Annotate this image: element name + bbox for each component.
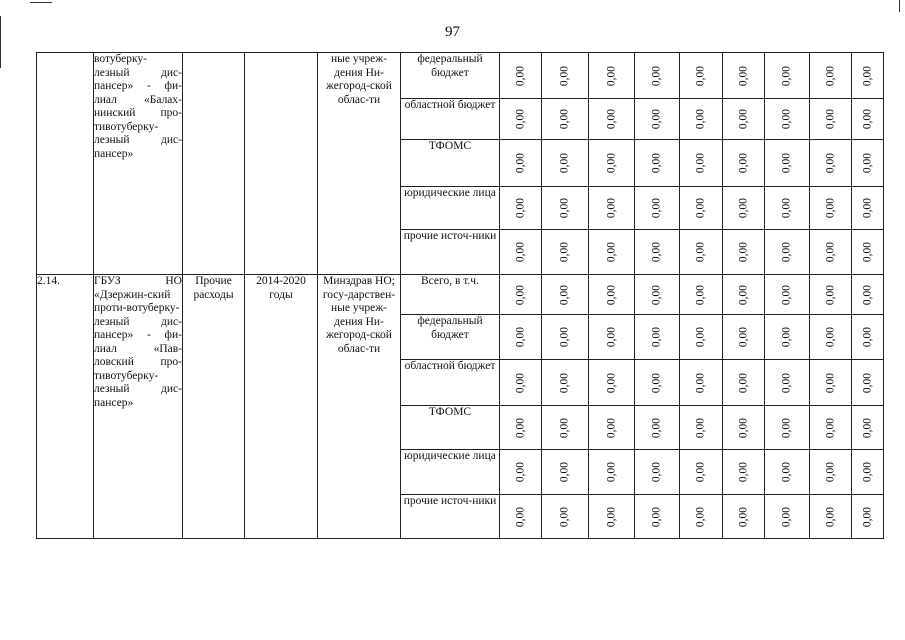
value-cell [589, 450, 635, 495]
value-text: 0,00 [604, 284, 617, 305]
value-cell [723, 450, 765, 495]
value-cell [765, 230, 810, 275]
value-cell [542, 360, 589, 406]
value-cell [635, 230, 680, 275]
value-cell [500, 495, 542, 539]
value-text: 0,00 [513, 326, 526, 348]
value-cell [723, 187, 765, 230]
value-text: 0,00 [823, 152, 836, 174]
value-cell [500, 450, 542, 495]
value-cell [723, 99, 765, 140]
value-text: 0,00 [604, 152, 617, 174]
value-text: 0,00 [694, 241, 707, 263]
value-cell [723, 360, 765, 406]
value-text: 0,00 [823, 417, 836, 438]
funding-source: областной бюджет [401, 360, 500, 406]
value-text: 0,00 [604, 417, 617, 438]
value-cell [810, 450, 852, 495]
value-cell [635, 275, 680, 315]
value-text: 0,00 [780, 197, 793, 219]
value-cell [680, 187, 723, 230]
value-cell [765, 53, 810, 99]
value-cell [810, 53, 852, 99]
value-cell [542, 53, 589, 99]
value-cell [723, 230, 765, 275]
value-text: 0,00 [513, 417, 526, 438]
value-text: 0,00 [860, 108, 873, 130]
value-cell [680, 360, 723, 406]
funding-source: прочие источ-ники [401, 495, 500, 539]
value-cell [723, 495, 765, 539]
value-text: 0,00 [513, 108, 526, 130]
value-cell [635, 187, 680, 230]
page-number: 97 [445, 24, 460, 40]
value-cell [723, 315, 765, 360]
value-text: 0,00 [780, 241, 793, 263]
value-text: 0,00 [694, 372, 707, 393]
value-text: 0,00 [694, 108, 707, 130]
value-cell [589, 53, 635, 99]
value-text: 0,00 [558, 506, 571, 527]
value-cell [852, 360, 884, 406]
value-text: 0,00 [558, 284, 571, 305]
value-cell [765, 315, 810, 360]
value-cell [852, 450, 884, 495]
value-text: 0,00 [558, 108, 571, 130]
value-text: 0,00 [650, 372, 663, 393]
left-margin-rule [0, 16, 1, 68]
value-cell [810, 360, 852, 406]
value-cell [500, 53, 542, 99]
value-text: 0,00 [736, 197, 749, 219]
value-text: 0,00 [558, 152, 571, 174]
value-cell [810, 230, 852, 275]
funding-source: ТФОМС [401, 406, 500, 450]
value-text: 0,00 [604, 326, 617, 348]
value-text: 0,00 [823, 108, 836, 130]
value-text: 0,00 [736, 241, 749, 263]
value-cell [589, 406, 635, 450]
value-text: 0,00 [513, 372, 526, 393]
value-text: 0,00 [694, 284, 707, 305]
executor: ные учреж-дения Ни-жегород-ской облас-ти [318, 53, 401, 275]
value-text: 0,00 [823, 197, 836, 219]
value-text: 0,00 [860, 506, 873, 527]
value-text: 0,00 [694, 65, 707, 86]
value-text: 0,00 [513, 284, 526, 305]
value-cell [680, 275, 723, 315]
value-cell [542, 99, 589, 140]
value-cell [500, 187, 542, 230]
value-cell [589, 275, 635, 315]
value-text: 0,00 [694, 506, 707, 527]
funding-source: юридические лица [401, 187, 500, 230]
value-text: 0,00 [558, 197, 571, 219]
value-text: 0,00 [650, 506, 663, 527]
value-text: 0,00 [558, 326, 571, 348]
value-cell [542, 230, 589, 275]
funding-source: Всего, в т.ч. [401, 275, 500, 315]
value-cell [589, 495, 635, 539]
value-cell [765, 140, 810, 187]
value-text: 0,00 [558, 65, 571, 86]
value-text: 0,00 [736, 108, 749, 130]
value-cell [680, 315, 723, 360]
value-cell [852, 315, 884, 360]
value-text: 0,00 [604, 108, 617, 130]
value-text: 0,00 [736, 417, 749, 438]
value-cell [542, 140, 589, 187]
value-cell [723, 275, 765, 315]
value-cell [765, 99, 810, 140]
value-text: 0,00 [736, 372, 749, 393]
funding-source: юридические лица [401, 450, 500, 495]
value-cell [810, 187, 852, 230]
funding-source: прочие источ-ники [401, 230, 500, 275]
value-cell [500, 140, 542, 187]
funding-source: ТФОМС [401, 140, 500, 187]
organization-name: ГБУЗ НО «Дзержин-ский проти-вотуберку-лезный дис-пансер» - фи-лиал «Пав-ловский про-тивотуберку-лезный дис-пансер» [94, 275, 183, 539]
value-cell [500, 315, 542, 360]
value-cell [589, 360, 635, 406]
value-text: 0,00 [650, 417, 663, 438]
value-cell [589, 230, 635, 275]
value-cell [500, 406, 542, 450]
value-text: 0,00 [513, 461, 526, 483]
value-text: 0,00 [604, 241, 617, 263]
value-text: 0,00 [558, 461, 571, 483]
value-text: 0,00 [513, 65, 526, 86]
value-cell [852, 140, 884, 187]
value-cell [500, 99, 542, 140]
value-text: 0,00 [694, 461, 707, 483]
value-text: 0,00 [650, 108, 663, 130]
value-cell [852, 495, 884, 539]
value-text: 0,00 [860, 326, 873, 348]
value-cell [852, 187, 884, 230]
value-cell [589, 140, 635, 187]
value-text: 0,00 [780, 152, 793, 174]
value-text: 0,00 [823, 326, 836, 348]
value-text: 0,00 [650, 197, 663, 219]
value-text: 0,00 [823, 241, 836, 263]
value-text: 0,00 [513, 241, 526, 263]
value-text: 0,00 [780, 506, 793, 527]
value-cell [635, 53, 680, 99]
value-cell [723, 53, 765, 99]
value-cell [810, 315, 852, 360]
value-text: 0,00 [694, 152, 707, 174]
value-text: 0,00 [736, 461, 749, 483]
value-cell [635, 315, 680, 360]
value-text: 0,00 [558, 372, 571, 393]
value-text: 0,00 [604, 461, 617, 483]
budget-table [36, 52, 884, 539]
value-cell [500, 360, 542, 406]
value-cell [680, 450, 723, 495]
value-text: 0,00 [860, 284, 873, 305]
value-text: 0,00 [604, 197, 617, 219]
value-text: 0,00 [736, 506, 749, 527]
value-cell [765, 495, 810, 539]
table-row [37, 53, 884, 99]
value-text: 0,00 [823, 284, 836, 305]
value-text: 0,00 [860, 372, 873, 393]
value-text: 0,00 [860, 241, 873, 263]
value-text: 0,00 [650, 326, 663, 348]
value-cell [852, 230, 884, 275]
value-text: 0,00 [823, 506, 836, 527]
value-cell [635, 406, 680, 450]
value-cell [765, 450, 810, 495]
value-text: 0,00 [780, 461, 793, 483]
value-cell [589, 187, 635, 230]
value-text: 0,00 [823, 372, 836, 393]
value-text: 0,00 [823, 461, 836, 483]
funding-source: федеральный бюджет [401, 315, 500, 360]
value-text: 0,00 [558, 417, 571, 438]
value-text: 0,00 [860, 152, 873, 174]
value-cell [680, 53, 723, 99]
table-row [37, 275, 884, 315]
value-cell [852, 275, 884, 315]
value-cell [542, 450, 589, 495]
period: 2014-2020 годы [245, 275, 318, 539]
value-cell [852, 406, 884, 450]
value-cell [635, 360, 680, 406]
value-text: 0,00 [650, 241, 663, 263]
value-text: 0,00 [780, 417, 793, 438]
record-number: 2.14. [37, 275, 94, 539]
value-cell [500, 230, 542, 275]
funding-source: областной бюджет [401, 99, 500, 140]
value-cell [723, 406, 765, 450]
value-cell [542, 315, 589, 360]
value-text: 0,00 [736, 326, 749, 348]
value-text: 0,00 [513, 152, 526, 174]
value-cell [852, 99, 884, 140]
value-cell [635, 99, 680, 140]
value-text: 0,00 [650, 152, 663, 174]
value-cell [542, 406, 589, 450]
value-cell [810, 275, 852, 315]
value-cell [589, 99, 635, 140]
value-cell [680, 230, 723, 275]
value-cell [765, 406, 810, 450]
value-cell [589, 315, 635, 360]
value-text: 0,00 [736, 284, 749, 305]
value-cell [680, 495, 723, 539]
value-text: 0,00 [604, 372, 617, 393]
value-cell [765, 275, 810, 315]
value-cell [500, 275, 542, 315]
value-text: 0,00 [860, 65, 873, 86]
value-text: 0,00 [604, 65, 617, 86]
value-cell [723, 140, 765, 187]
funding-source: федеральный бюджет [401, 53, 500, 99]
value-text: 0,00 [650, 284, 663, 305]
value-cell [635, 450, 680, 495]
value-cell [765, 187, 810, 230]
value-cell [635, 140, 680, 187]
value-cell [680, 140, 723, 187]
value-text: 0,00 [823, 65, 836, 86]
value-cell [542, 187, 589, 230]
period [245, 53, 318, 275]
value-cell [680, 99, 723, 140]
value-text: 0,00 [558, 241, 571, 263]
value-cell [765, 360, 810, 406]
value-cell [542, 495, 589, 539]
value-text: 0,00 [650, 461, 663, 483]
value-cell [810, 495, 852, 539]
value-cell [680, 406, 723, 450]
expense-type: Прочие расходы [183, 275, 245, 539]
value-text: 0,00 [694, 417, 707, 438]
value-text: 0,00 [736, 152, 749, 174]
value-text: 0,00 [513, 197, 526, 219]
value-cell [810, 406, 852, 450]
value-text: 0,00 [650, 65, 663, 86]
value-cell [810, 140, 852, 187]
value-text: 0,00 [513, 506, 526, 527]
value-text: 0,00 [860, 197, 873, 219]
executor: Минздрав НО; госу-дарствен-ные учреж-дения Ни-жегород-ской облас-ти [318, 275, 401, 539]
value-cell [810, 99, 852, 140]
top-left-rule [30, 2, 52, 3]
value-text: 0,00 [860, 461, 873, 483]
value-text: 0,00 [604, 506, 617, 527]
value-text: 0,00 [780, 284, 793, 305]
value-cell [635, 495, 680, 539]
right-edge-rule [899, 0, 900, 12]
value-text: 0,00 [780, 108, 793, 130]
value-text: 0,00 [694, 197, 707, 219]
value-text: 0,00 [780, 326, 793, 348]
value-text: 0,00 [780, 372, 793, 393]
organization-name: вотуберку-лезный дис-пансер» - фи-лиал «Балах-нинский про-тивотуберку-лезный дис-пансер» [94, 53, 183, 275]
value-cell [542, 275, 589, 315]
record-number [37, 53, 94, 275]
value-text: 0,00 [736, 65, 749, 86]
expense-type [183, 53, 245, 275]
value-text: 0,00 [860, 417, 873, 438]
value-text: 0,00 [780, 65, 793, 86]
value-cell [852, 53, 884, 99]
value-text: 0,00 [694, 326, 707, 348]
